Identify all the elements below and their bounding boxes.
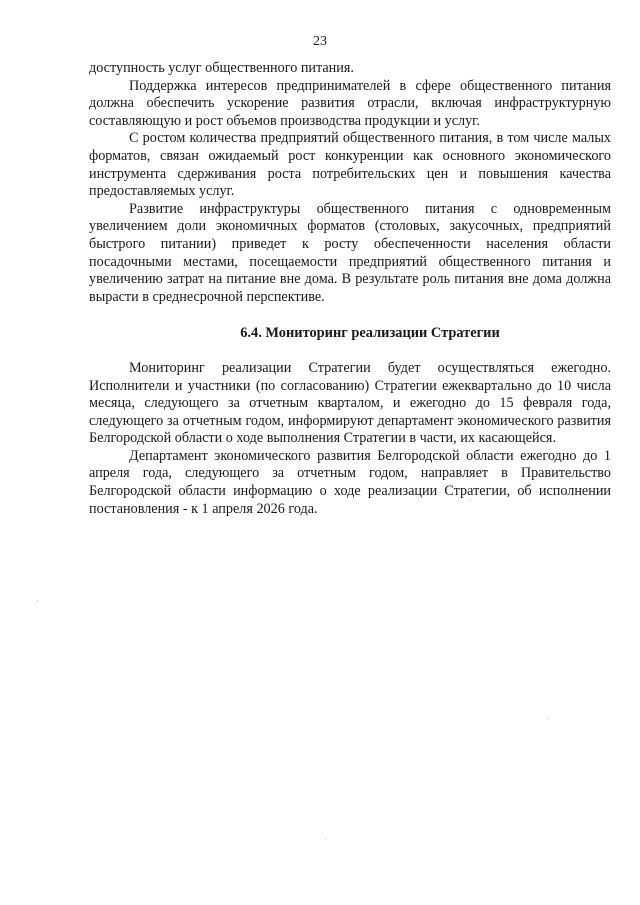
paragraph-monitoring: Мониторинг реализации Стратегии будет осуществляться ежегодно. Исполнители и участники (по согласованию) Стратегии ежеквартально до 10 числа месяца, следующего за отчетным кварталом, и ежегодно до 15 февраля года, следующего за отчетным годом, информируют департамент экономического развития Белгородской области о ходе выполнения Стратегии в части, их касающейся. xyxy=(89,359,611,447)
scan-speck xyxy=(37,600,38,601)
scan-speck xyxy=(470,500,471,501)
paragraph-infrastructure-development: Развитие инфраструктуры общественного питания с одновременным увеличением доли экономичных форматов (столовых, закусочных, предприятий быстрого питании) приведет к росту обеспеченности населения области посадочными местами, посещаемости предприятий общественного питания и увеличению затрат на питание вне дома. В результате роль питания вне дома должна вырасти в среднесрочной перспективе. xyxy=(89,200,611,305)
paragraph-continuation: доступность услуг общественного питания. xyxy=(89,60,354,76)
scan-speck xyxy=(325,838,326,839)
page-number: 23 xyxy=(313,34,327,49)
scan-speck xyxy=(548,718,549,719)
document-body xyxy=(89,60,611,518)
paragraph-department-report: Департамент экономического развития Белгородской области ежегодно до 1 апреля года, следующего за отчетным годом, направляет в Правительство Белгородской области информацию о ходе реализации Стратегии, об исполнении постановления - к 1 апреля 2026 года. xyxy=(89,447,611,517)
paragraph-entrepreneur-support: Поддержка интересов предпринимателей в сфере общественного питания должна обеспечить ускорение развития отрасли, включая инфраструктурную составляющую и рост объемов производства продукции и услуг. xyxy=(89,77,611,129)
paragraph-competition-growth: С ростом количества предприятий общественного питания, в том числе малых форматов, связан ожидаемый рост конкуренции как основного экономического инструмента сдерживания роста потребительских цен и повышения качества предоставляемых услуг. xyxy=(89,130,611,200)
section-heading: 6.4. Мониторинг реализации Стратегии xyxy=(240,325,500,342)
